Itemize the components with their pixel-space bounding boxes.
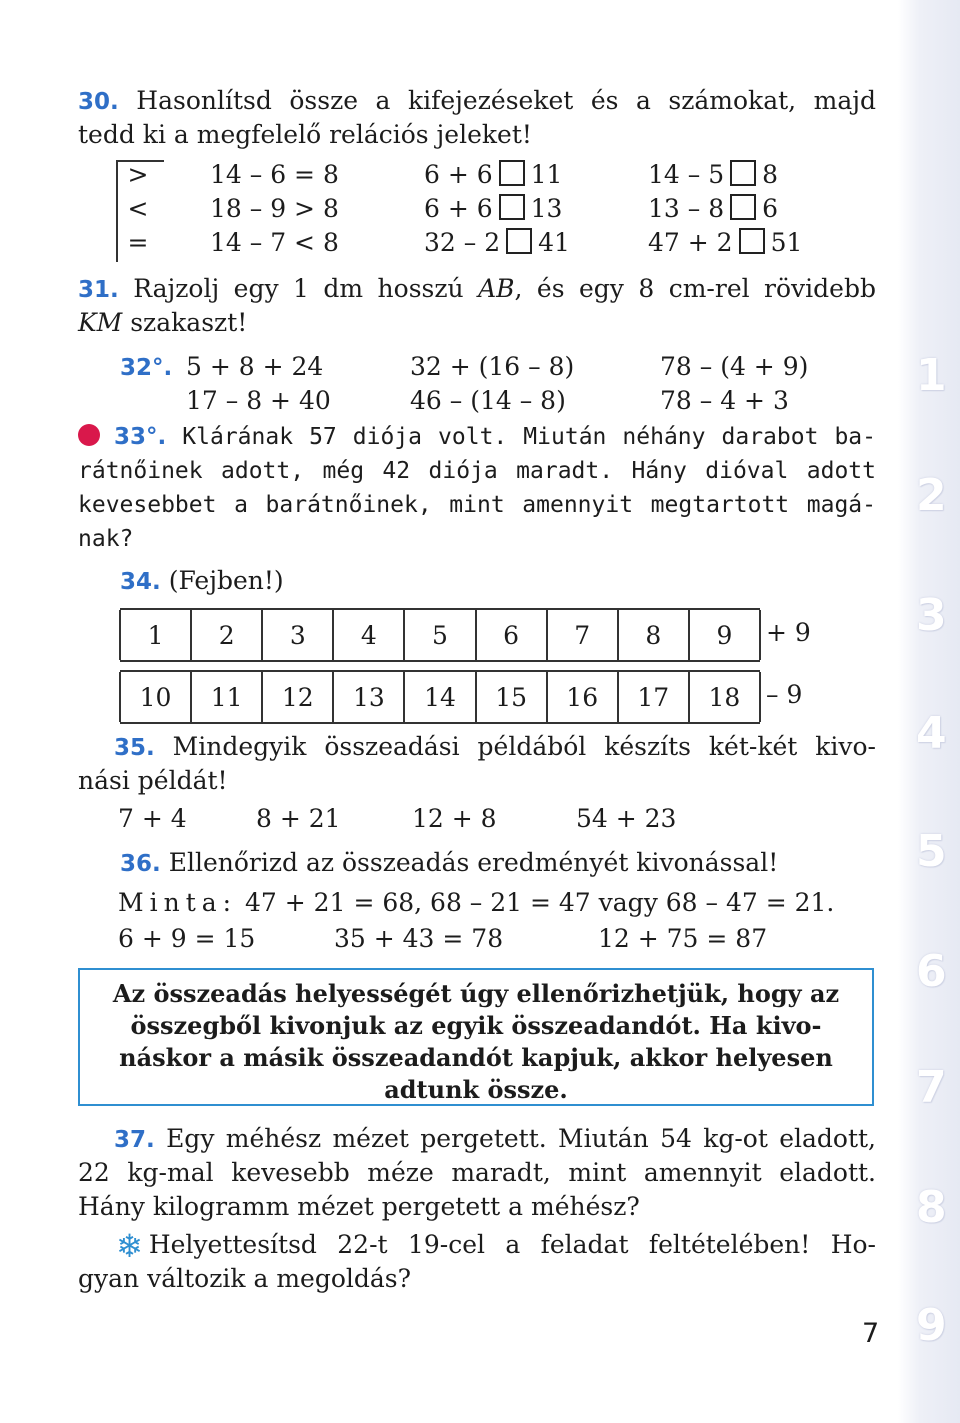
ex35-line1: 35. Mindegyik összeadási példából készíts két-két kivo- xyxy=(114,732,876,761)
grid-cell: 5 xyxy=(432,620,448,650)
rule-line-2: összegből kivonjuk az egyik összeadandót. Ha kivo- xyxy=(130,1011,822,1040)
ex30-c2-r1: 6 + 6 11 xyxy=(424,160,563,189)
sidebar-number: 5 xyxy=(916,826,947,877)
sidebar-number: 9 xyxy=(916,1300,947,1351)
ex34-header: 34. (Fejben!) xyxy=(120,566,284,595)
ex37-line2: 22 kg-mal kevesebb méze maradt, mint amennyit eladott. xyxy=(78,1158,876,1187)
grid-cell: 3 xyxy=(289,620,306,650)
ex37-line4: ❄ Helyettesítsd 22-t 19-cel a feladat feltételében! Ho- xyxy=(116,1227,876,1265)
grid-divider xyxy=(688,672,690,722)
ex36-line1: 36. Ellenőrizd az összeadás eredményét kivonással! xyxy=(120,848,779,877)
ex37-line5: gyan változik a megoldás? xyxy=(78,1264,412,1293)
symbol-equal: = xyxy=(127,228,149,257)
grid-cell: 8 xyxy=(645,620,662,650)
grid-divider xyxy=(190,672,192,722)
grid-divider xyxy=(261,610,263,660)
answer-box[interactable] xyxy=(730,194,756,220)
sidebar-number: 3 xyxy=(916,590,947,641)
grid-cell: 13 xyxy=(352,682,385,712)
grid-divider xyxy=(403,610,405,660)
grid-cell: 14 xyxy=(424,682,456,712)
grid-divider xyxy=(475,672,477,722)
grid-divider xyxy=(475,610,477,660)
ex36-item-1: 6 + 9 = 15 xyxy=(118,924,256,953)
grid-cell: 6 xyxy=(503,620,520,650)
sidebar-number: 6 xyxy=(916,946,947,997)
grid-divider xyxy=(546,672,548,722)
answer-box[interactable] xyxy=(739,228,765,254)
ex34-grid-sub xyxy=(120,670,760,724)
ex35-item-2: 8 + 21 xyxy=(256,804,341,833)
ex37-line3: Hány kilogramm mézet pergetett a méhész? xyxy=(78,1192,640,1221)
ex36-item-2: 35 + 43 = 78 xyxy=(334,924,504,953)
grid-divider xyxy=(332,672,334,722)
sidebar-number: 1 xyxy=(916,350,947,401)
rule-line-1: Az összeadás helyességét úgy ellenőrizhetjük, hogy az xyxy=(112,979,840,1008)
grid-cell: 11 xyxy=(210,682,243,712)
grid-cell: 18 xyxy=(708,682,741,712)
ex30-c3-r2: 13 – 8 6 xyxy=(648,194,779,223)
rule-line-4: adtunk össze. xyxy=(384,1075,568,1104)
rule-box xyxy=(78,968,874,1106)
ex34-grid-add xyxy=(120,608,760,662)
ex32-r1-c3: 78 – (4 + 9) xyxy=(660,352,809,381)
answer-box[interactable] xyxy=(499,160,525,186)
sidebar-number: 8 xyxy=(916,1182,947,1233)
sample-label: Minta: xyxy=(118,888,238,917)
grid-cell: 2 xyxy=(218,620,235,650)
grid-divider xyxy=(261,672,263,722)
ex32-r1-c2: 32 + (16 – 8) xyxy=(410,352,575,381)
ex36-number: 36. xyxy=(120,851,161,877)
ex31-number: 31. xyxy=(78,277,119,303)
ex30-c2-r2: 6 + 6 13 xyxy=(424,194,563,223)
grid-divider xyxy=(119,610,121,660)
sidebar-number: 4 xyxy=(916,708,947,759)
ex32-r2-c1: 17 – 8 + 40 xyxy=(186,386,331,415)
ex33-line3: kevesebbet a barátnőinek, mint amennyit megtartott magá- xyxy=(78,492,876,518)
ex35-item-4: 54 + 23 xyxy=(576,804,677,833)
ex32-r1-c1: 5 + 8 + 24 xyxy=(186,352,324,381)
grid-cell: 4 xyxy=(360,620,377,650)
ex35-item-3: 12 + 8 xyxy=(412,804,497,833)
ex32-r2-c3: 78 – 4 + 3 xyxy=(660,386,789,415)
rule-line-3: náskor a másik összeadandót kapjuk, akkor helyesen xyxy=(119,1043,833,1072)
grid-divider xyxy=(759,610,761,660)
symbol-greater: > xyxy=(127,160,149,189)
ex34-op-add: + 9 xyxy=(766,618,811,647)
ex30-c3-r1: 14 – 5 8 xyxy=(648,160,779,189)
grid-divider xyxy=(119,672,121,722)
grid-cell: 10 xyxy=(139,682,172,712)
grid-divider xyxy=(403,672,405,722)
ex30-line1: 30. Hasonlítsd össze a kifejezéseket és a számokat, majd xyxy=(78,86,876,115)
ex37-number: 37. xyxy=(114,1127,155,1153)
sidebar-number: 2 xyxy=(916,470,947,521)
answer-box[interactable] xyxy=(499,194,525,220)
grid-cell: 17 xyxy=(637,682,670,712)
grid-cell: 12 xyxy=(281,682,314,712)
ex30-c3-r3: 47 + 2 51 xyxy=(648,228,803,257)
symbol-less: < xyxy=(127,194,149,223)
ex32-number: 32°. xyxy=(120,355,173,381)
ex35-line2: nási példát! xyxy=(78,766,228,795)
ex34-number: 34. xyxy=(120,569,161,595)
ex33-line1: 33°. Klárának 57 diója volt. Miután néhány darabot ba- xyxy=(114,424,876,450)
ex30-c2-r3: 32 – 2 41 xyxy=(424,228,570,257)
ex30-c1-r1: 14 – 6 = 8 xyxy=(210,160,339,189)
ex36-item-3: 12 + 75 = 87 xyxy=(598,924,768,953)
ex33-line4: nak? xyxy=(78,526,134,552)
grid-divider xyxy=(759,672,761,722)
ex34-op-sub: – 9 xyxy=(766,680,803,709)
snowflake-icon: ❄ xyxy=(116,1227,143,1265)
grid-divider xyxy=(190,610,192,660)
grid-cell: 16 xyxy=(566,682,599,712)
page-number: 7 xyxy=(862,1318,880,1349)
answer-box[interactable] xyxy=(730,160,756,186)
ex35-item-1: 7 + 4 xyxy=(118,804,187,833)
grid-divider xyxy=(617,672,619,722)
sidebar-number: 7 xyxy=(916,1062,947,1113)
ex37-line1: 37. Egy méhész mézet pergetett. Miután 54 kg-ot eladott, xyxy=(114,1124,876,1153)
grid-divider xyxy=(546,610,548,660)
ex31-line2: KM szakaszt! xyxy=(78,308,248,337)
grid-cell: 9 xyxy=(716,620,733,650)
grid-divider xyxy=(332,610,334,660)
grid-divider xyxy=(688,610,690,660)
answer-box[interactable] xyxy=(506,228,532,254)
ex31-line1: 31. Rajzolj egy 1 dm hosszú AB, és egy 8 cm-rel rövidebb xyxy=(78,274,876,303)
grid-cell: 1 xyxy=(147,620,164,650)
ex32-r2-c2: 46 – (14 – 8) xyxy=(410,386,566,415)
grid-divider xyxy=(617,610,619,660)
ex33-line2: rátnőinek adott, még 42 diója maradt. Hány dióval adott xyxy=(78,458,876,484)
ex30-c1-r2: 18 – 9 > 8 xyxy=(210,194,339,223)
ex30-number: 30. xyxy=(78,89,119,115)
ex33-number: 33°. xyxy=(114,424,167,450)
ex30-line2: tedd ki a megfelelő relációs jeleket! xyxy=(78,120,532,149)
ex35-number: 35. xyxy=(114,735,155,761)
ex36-sample: Minta: 47 + 21 = 68, 68 – 21 = 47 vagy 68 – 47 = 21. xyxy=(118,888,835,917)
grid-cell: 7 xyxy=(574,620,591,650)
ex30-c1-r3: 14 – 7 < 8 xyxy=(210,228,339,257)
grid-cell: 15 xyxy=(495,682,527,712)
